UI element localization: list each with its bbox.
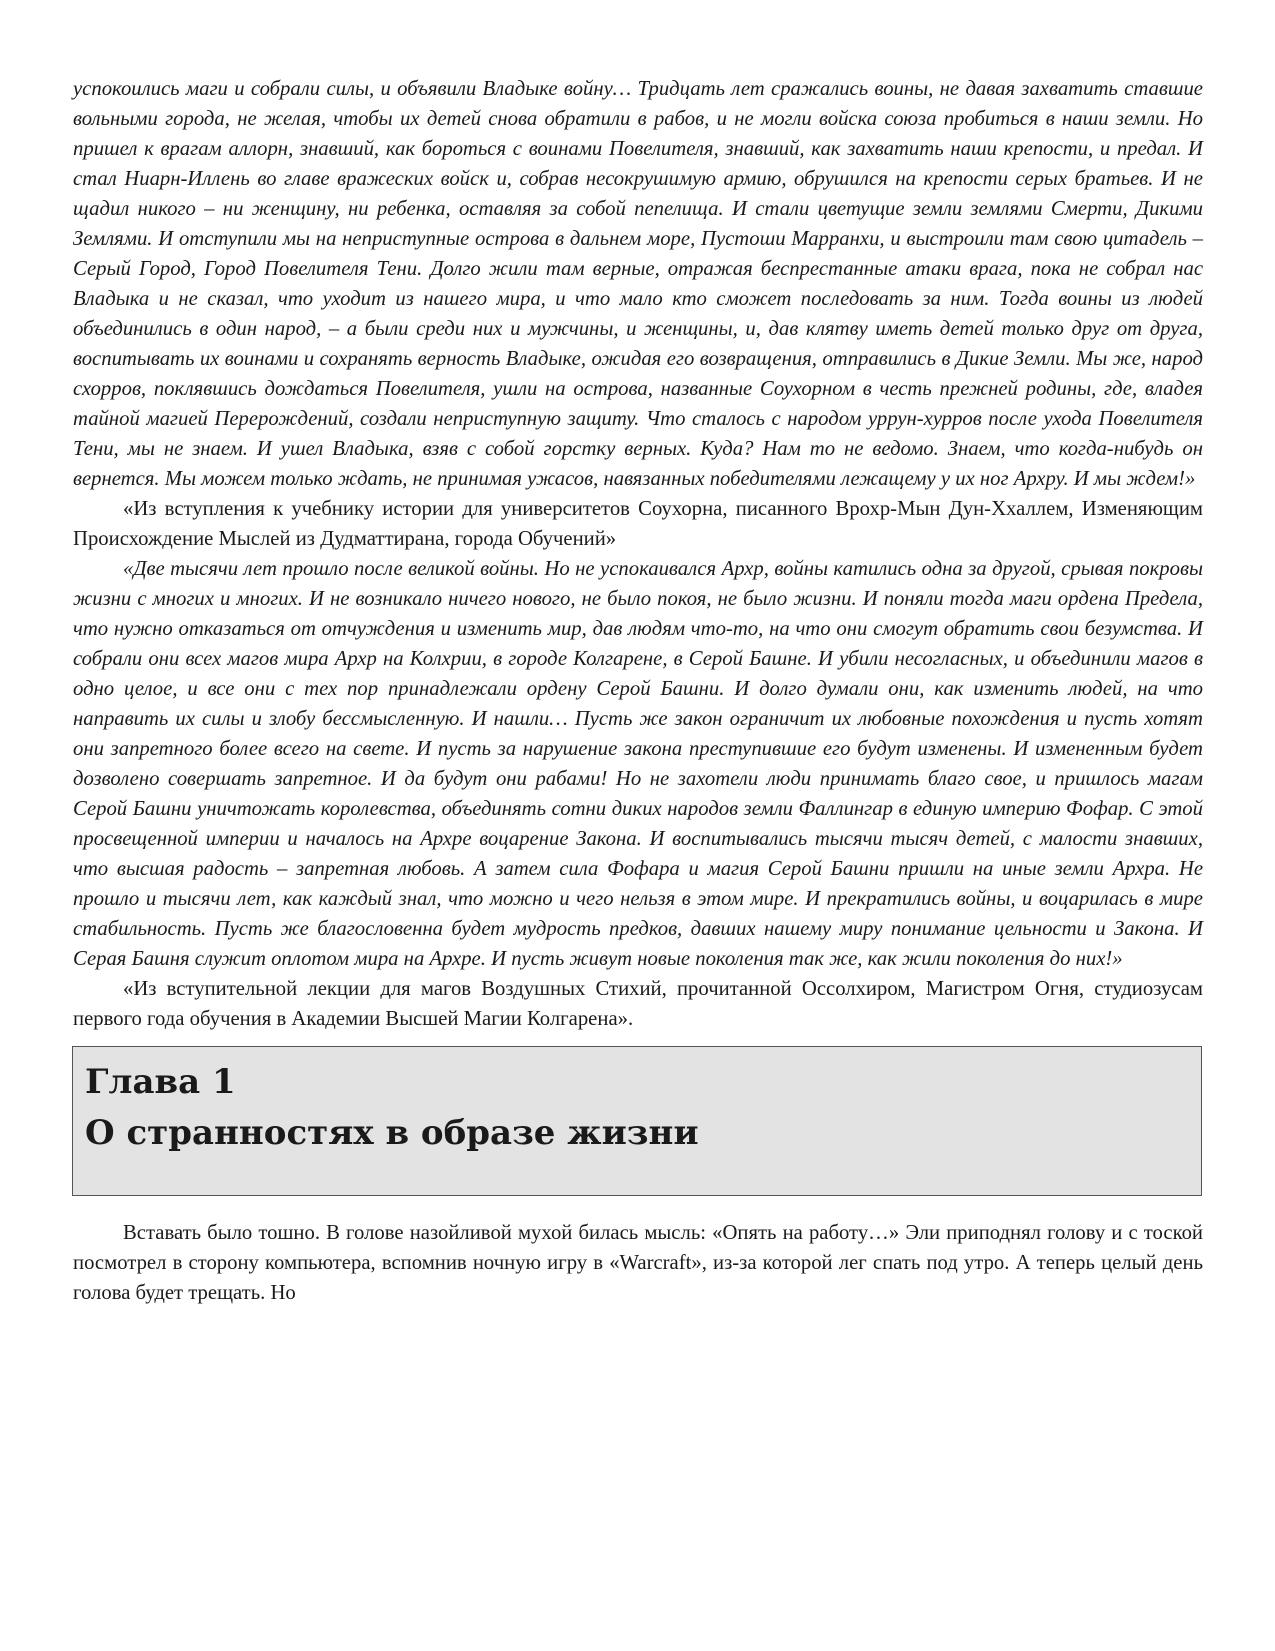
epigraph-1-source: «Из вступления к учебнику истории для университетов Соухорна, писанного Врохр-Мын Дун-Ххаллем, Изменяющим Происхождение Мыслей из Дудматтирана, города Обучений» <box>73 498 1203 550</box>
chapter-title: О странностях в образе жизни <box>85 1113 699 1153</box>
chapter-number: Глава 1 <box>85 1062 236 1102</box>
epigraph-2-source: «Из вступительной лекции для магов Воздушных Стихий, прочитанной Оссолхиром, Магистром Огня, студиозусам первого года обучения в Академии Высшей Магии Колгарена». <box>73 978 1203 1030</box>
chapter-heading-box <box>72 1046 1202 1196</box>
document-page <box>73 74 1203 1308</box>
epigraph-1-tail: успокоились маги и собрали силы, и объявили Владыке войну… Тридцать лет сражались воины, не давая захватить ставшие вольными города, не желая, чтобы их детей снова обратили в рабов, и не могли войска союза пробиться в наши земли. Но пришел к врагам аллорн, знавший, как бороться с воинами Повелителя, знавший, как захватить наши крепости, и предал. И стал Ниарн-Иллень во главе вражеских войск и, собрав несокрушимую армию, обрушился на крепости серых братьев. И не щадил никого – ни женщину, ни ребенка, оставляя за собой пепелища. И стали цветущие земли землями Смерти, Дикими Землями. И отступили мы на неприступные острова в дальнем море, Пустоши Марранхи, и выстроили там свою цитадель – Серый Город, Город Повелителя Тени. Долго жили там верные, отражая беспрестанные атаки врага, пока не собрал нас Владыка и не сказал, что уходит из нашего мира, и что мало кто сможет последовать за ним. Тогда воины из людей объединились в один народ, – а были среди них и мужчины, и женщины, и, дав клятву иметь детей только друг от друга, воспитывать их воинами и сохранять верность Владыке, ожидая его возвращения, отправились в Дикие Земли. Мы же, народ схорров, поклявшись дождаться Повелителя, ушли на острова, названные Соухорном в честь прежней родины, где, владея тайной магией Перерождений, создали неприступную защиту. Что сталось с народом уррун-хурров после ухода Повелителя Тени, мы не знаем. И ушел Владыка, взяв с собой горстку верных. Куда? Нам то не ведомо. Знаем, что когда-нибудь он вернется. Мы можем только ждать, не принимая ужасов, навязанных победителями лежащему у их ног Архру. И мы ждем!» <box>73 78 1203 490</box>
epigraph-2: «Две тысячи лет прошло после великой войны. Но не успокаивался Архр, войны катились одна за другой, срывая покровы жизни с многих и многих. И не возникало ничего нового, не было покоя, не было жизни. И поняли тогда маги ордена Предела, что нужно отказаться от отчуждения и изменить мир, дав людям что-то, на что они смогут обратить свои безумства. И собрали они всех магов мира Архр на Колхрии, в городе Колгарене, в Серой Башне. И убили несогласных, и объединили магов в одно целое, и все они с тех пор принадлежали ордену Серой Башни. И долго думали они, как изменить людей, на что направить их силы и злобу бессмысленную. И нашли… Пусть же закон ограничит их любовные похождения и пусть хотят они запретного более всего на свете. И пусть за нарушение закона преступившие его будут изменены. И измененным будет дозволено совершать запретное. И да будут они рабами! Но не захотели люди принимать благо свое, и пришлось магам Серой Башни уничтожать королевства, объединять сотни диких народов земли Фаллингар в единую империю Фофар. С этой просвещенной империи и началось на Архре воцарение Закона. И воспитывались тысячи тысяч детей, с малости знавших, что высшая радость – запретная любовь. А затем сила Фофара и магия Серой Башни пришли на иные земли Архра. Не прошло и тысячи лет, как каждый знал, что можно и чего нельзя в этом мире. И прекратились войны, и воцарилась в мире стабильность. Пусть же благословенна будет мудрость предков, давших нашему миру понимание цельности и Закона. И Серая Башня служит оплотом мира на Архре. И пусть живут новые поколения так же, как жили поколения до них!» <box>73 558 1203 970</box>
body-paragraph: Вставать было тошно. В голове назойливой мухой билась мысль: «Опять на работу…» Эли приподнял голову и с тоской посмотрел в сторону компьютера, вспомнив ночную игру в «Warcraft», из-за которой лег спать под утро. А теперь целый день голова будет трещать. Но <box>73 1222 1203 1304</box>
